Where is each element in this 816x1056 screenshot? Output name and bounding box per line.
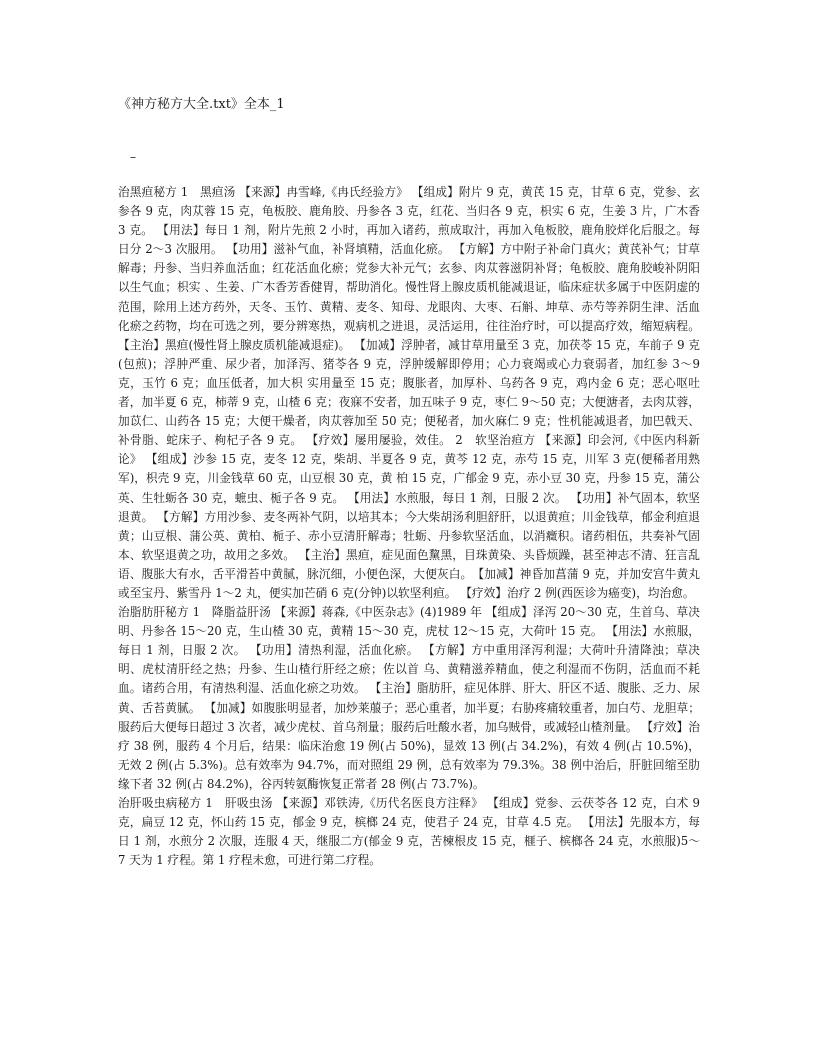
document-title: 《神方秘方大全.txt》全本_1 xyxy=(118,97,285,112)
paragraph-black-jaundice: 治黑疸秘方 1 黑疸汤 【来源】冉雪峰,《冉氏经验方》 【组成】附片 9 克，黄芪 15 克，甘草 6 克，党参、玄参各 9 克，肉苁蓉 15 克，龟板胶、鹿角胶、丹参各 3 克，红花、当归各 9 克，枳实 6 克，生姜 3 片，广木香 3 克。 【用法】每日 1 剂，附片先煎 2 小时，再加入诸药，煎成取汁，再加入龟板胶，鹿角胶烊化后服之。每日分 2～3 次服用。 【功用】滋补气血，补肾填精，活血化瘀。 【方解】方中附子补命门真火；黄芪补气；甘草解毒；丹参、当归养血活血；红花活血化瘀；党参大补元气；玄参、肉苁蓉滋阴补肾；龟板胶、鹿角胶峻补阴阳以生气血；枳实 、生姜、广木香芳香健胃，帮助消化。慢性肾上腺皮质机能减退证，临床症状多属于中医阴虚的范围，除用上述方药外，天冬、玉竹、黄精、麦冬、知母、龙眼肉、大枣、石斛、坤草、赤芍等养阴生津、活血化瘀之药物，均在可选之列，要分辨寒热，观病机之进退，灵活运用，往往治疗时，可以提高疗效，缩短病程。 【主治】黑疸(慢性肾上腺皮质机能减退症)。 【加减】浮肿者，减甘草用量至 3 克，加茯苓 15 克，车前子 9 克(包煎)；浮肿严重、尿少者，加泽泻、猪苓各 9 克，浮肿缓解即停用；心力衰竭或心力衰弱者，加红参 3～9 克，玉竹 6 克；血压低者，加大枳 实用量至 15 克；腹胀者，加厚朴、乌药各 9 克，鸡内金 6 克；恶心呕吐者，加半夏 6 克，柿蒂 9 克，山楂 6 克；夜寐不安者，加五味子 9 克，枣仁 9～50 克；大便溏者，去肉苁蓉，加苡仁、山药各 15 克；大便干燥者，肉苁蓉加至 50 克；便秘者，加火麻仁 9 克；性机能减退者，加巴戟天、补骨脂、蛇床子、枸杞子各 9 克。 【疗效】屡用屡验，效佳。 2 软坚治疸方 【来源】印会河,《中医内科新论》 【组成】沙参 15 克，麦冬 12 克，柴胡、半夏各 9 克，黄芩 12 克，赤芍 15 克，川军 3 克(便稀者用熟军)，枳壳 9 克，川金钱草 60 克，山豆根 30 克，黄 柏 15 克，广郁金 9 克，赤小豆 30 克，丹参 15 克，蒲公英、生牡蛎各 30 克，蟅虫、栀子各 9 克。 【用法】水煎服，每日 1 剂，日服 2 次。 【功用】补气固本，软坚退黄。 【方解】方用沙参、麦冬两补气阴，以培其本；今大柴胡汤利胆舒肝，以退黄疸；川金钱草，郁金利疸退黄；山豆根、蒲公英、黄柏、栀子、赤小豆清肝解毒；牡蛎、丹参软坚活血，以消癥积。诸药相伍，共奏补气固本、软坚退黄之功，故用之多效。 【主治】黑疸，症见面色黧黑，目珠黄染、头昏烦躁，甚至神志不清、狂言乱语、腹胀大有水，舌平滑苔中黄腻，脉沉细，小便色深，大便灰白。 【加减】神昏加菖蒲 9 克，并加安宫牛黄丸或至宝丹、紫雪丹 1～2 丸，便实加芒硝 6 克(分钟)以软坚利疸。 【疗效】治疗 2 例(西医诊为癌变)，均治愈。 xyxy=(118,185,700,600)
separator-dash: – xyxy=(130,150,136,164)
document-body xyxy=(118,183,700,1043)
paragraph-fatty-liver: 治脂肪肝秘方 1 降脂益肝汤 【来源】蒋森,《中医杂志》(4)1989 年 【组成】泽泻 20～30 克，生首乌、草决明、丹参各 15～20 克，生山楂 30 克，黄精 15～30 克，虎杖 12～15 克，大荷叶 15 克。 【用法】水煎服，每日 1 剂，日服 2 次。 【功用】清热利湿，活血化瘀。 【方解】方中重用泽泻利湿；大荷叶升清降浊；草决明、虎杖清肝经之热；丹参、生山楂行肝经之瘀；佐以首 乌、黄精滋养精血，使之利湿而不伤阴，活血而不耗血。诸药合用，有清热利湿、活血化瘀之功效。 【主治】脂肪肝，症见体胖、肝大、肝区不适、腹胀、乏力、尿黄、舌苔黄腻。 【加减】如腹胀明显者，加炒莱菔子；恶心重者，加半夏；右胁疼痛较重者，加白芍、龙胆草；服药后大便每日超过 3 次者，减少虎杖、首乌剂量；服药后吐酸水者，加乌贼骨，或减轻山楂剂量。 【疗效】治疗 38 例，服药 4 个月后，结果：临床治愈 19 例(占 50%)，显效 13 例(占 34.2%)，有效 4 例(占 10.5%)，无效 2 例(占 5.3%)。总有效率为 94.7%，而对照组 29 例，总有效率为 79.3%。38 例中治后，肝脏回缩至肋缘下者 32 例(占 84.2%)，谷丙转氨酶恢复正常者 28 例(占 73.7%)。 xyxy=(118,605,700,791)
paragraph-liver-fluke: 治肝吸虫病秘方 1 肝吸虫汤 【来源】邓铁涛,《历代名医良方注释》 【组成】党参、云茯苓各 12 克，白术 9 克，扁豆 12 克，怀山药 15 克，郁金 9 克，槟榔 24 克，使君子 24 克，甘草 4.5 克。 【用法】先服本方，每日 1 剂，水煎分 2 次服，连服 4 天，继服二方(郁金 9 克，苦楝根皮 15 克，榧子、槟榔各 24 克，水煎服)5～7 天为 1 疗程。第 1 疗程未愈，可进行第二疗程。 xyxy=(118,796,700,868)
